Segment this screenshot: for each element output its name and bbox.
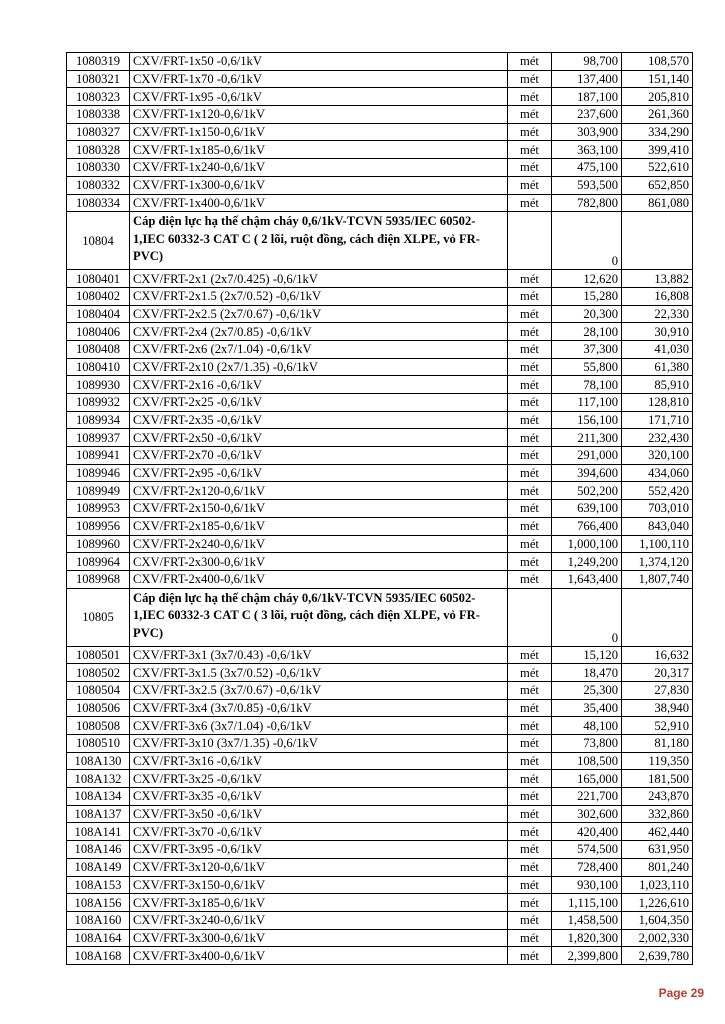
- unit-cell: mét: [508, 70, 552, 88]
- product-code-cell: 1080328: [67, 141, 130, 159]
- price-cell: 156,100: [552, 411, 622, 429]
- product-name-cell: CXV/FRT-2x185-0,6/1kV: [130, 517, 508, 535]
- product-code-cell: 108A132: [67, 770, 130, 788]
- product-name-cell: CXV/FRT-3x1.5 (3x7/0.52) -0,6/1kV: [130, 664, 508, 682]
- price-cell: 1,458,500: [552, 911, 622, 929]
- table-row: [67, 429, 693, 447]
- price-cell: 2,399,800: [552, 947, 622, 965]
- product-code-cell: 1080404: [67, 305, 130, 323]
- table-row: [67, 911, 693, 929]
- product-code-cell: 1089968: [67, 570, 130, 588]
- price-vat-cell: 334,290: [622, 123, 693, 141]
- price-cell: 48,100: [552, 717, 622, 735]
- unit-cell: mét: [508, 646, 552, 664]
- unit-cell: mét: [508, 841, 552, 859]
- product-code-cell: 1080506: [67, 699, 130, 717]
- unit-cell: mét: [508, 411, 552, 429]
- unit-cell: mét: [508, 752, 552, 770]
- price-cell: 1,000,100: [552, 535, 622, 553]
- product-code-cell: 1080332: [67, 176, 130, 194]
- product-name-cell: CXV/FRT-3x185-0,6/1kV: [130, 894, 508, 912]
- table-row: [67, 699, 693, 717]
- price-vat-cell: 434,060: [622, 464, 693, 482]
- unit-cell: [508, 588, 552, 646]
- price-cell: 766,400: [552, 517, 622, 535]
- table-row: [67, 894, 693, 912]
- unit-cell: mét: [508, 141, 552, 159]
- product-code-cell: 1089960: [67, 535, 130, 553]
- unit-cell: mét: [508, 358, 552, 376]
- price-cell: 98,700: [552, 53, 622, 71]
- product-name-cell: CXV/FRT-2x10 (2x7/1.35) -0,6/1kV: [130, 358, 508, 376]
- price-vat-cell: 2,639,780: [622, 947, 693, 965]
- price-vat-cell: 652,850: [622, 176, 693, 194]
- product-name-cell: CXV/FRT-2x2.5 (2x7/0.67) -0,6/1kV: [130, 305, 508, 323]
- price-cell: 211,300: [552, 429, 622, 447]
- price-cell: 15,280: [552, 287, 622, 305]
- unit-cell: mét: [508, 53, 552, 71]
- price-vat-cell: 205,810: [622, 88, 693, 106]
- table-row: [67, 570, 693, 588]
- product-code-cell: 1080323: [67, 88, 130, 106]
- table-row: [67, 735, 693, 753]
- table-row: [67, 305, 693, 323]
- price-vat-cell: 243,870: [622, 788, 693, 806]
- table-row: [67, 323, 693, 341]
- price-cell: 55,800: [552, 358, 622, 376]
- table-row: [67, 88, 693, 106]
- product-code-cell: 1080327: [67, 123, 130, 141]
- product-code-cell: 1080501: [67, 646, 130, 664]
- product-name-cell: CXV/FRT-3x300-0,6/1kV: [130, 929, 508, 947]
- product-name-cell: CXV/FRT-2x1.5 (2x7/0.52) -0,6/1kV: [130, 287, 508, 305]
- price-cell: 117,100: [552, 394, 622, 412]
- table-row: [67, 681, 693, 699]
- product-code-cell: 1089953: [67, 500, 130, 518]
- unit-cell: mét: [508, 805, 552, 823]
- price-vat-cell: 703,010: [622, 500, 693, 518]
- table-row: [67, 106, 693, 124]
- table-row: [67, 770, 693, 788]
- price-vat-cell: 399,410: [622, 141, 693, 159]
- price-vat-cell: 2,002,330: [622, 929, 693, 947]
- product-code-cell: 108A164: [67, 929, 130, 947]
- product-code-cell: 1080410: [67, 358, 130, 376]
- table-row: [67, 447, 693, 465]
- unit-cell: mét: [508, 500, 552, 518]
- table-row: [67, 411, 693, 429]
- table-row: [67, 876, 693, 894]
- page-number: Page 29: [658, 986, 704, 1000]
- product-name-cell: CXV/FRT-3x10 (3x7/1.35) -0,6/1kV: [130, 735, 508, 753]
- product-name-cell: CXV/FRT-2x240-0,6/1kV: [130, 535, 508, 553]
- price-vat-cell: 20,317: [622, 664, 693, 682]
- product-name-cell: CXV/FRT-2x4 (2x7/0.85) -0,6/1kV: [130, 323, 508, 341]
- unit-cell: mét: [508, 194, 552, 212]
- price-vat-cell: 522,610: [622, 159, 693, 177]
- product-name-cell: CXV/FRT-3x2.5 (3x7/0.67) -0,6/1kV: [130, 681, 508, 699]
- table-row: [67, 646, 693, 664]
- price-cell: 302,600: [552, 805, 622, 823]
- product-code-cell: 108A149: [67, 858, 130, 876]
- product-name-cell: CXV/FRT-3x240-0,6/1kV: [130, 911, 508, 929]
- unit-cell: mét: [508, 535, 552, 553]
- price-vat-cell: 1,100,110: [622, 535, 693, 553]
- price-vat-cell: 13,882: [622, 270, 693, 288]
- product-name-cell: CXV/FRT-3x50 -0,6/1kV: [130, 805, 508, 823]
- unit-cell: mét: [508, 664, 552, 682]
- product-code-cell: 1089930: [67, 376, 130, 394]
- price-vat-cell: 38,940: [622, 699, 693, 717]
- table-row: [67, 752, 693, 770]
- price-vat-cell: 22,330: [622, 305, 693, 323]
- price-cell: 73,800: [552, 735, 622, 753]
- price-cell: 502,200: [552, 482, 622, 500]
- unit-cell: mét: [508, 858, 552, 876]
- price-cell: 25,300: [552, 681, 622, 699]
- unit-cell: mét: [508, 929, 552, 947]
- price-cell: 137,400: [552, 70, 622, 88]
- table-row: [67, 805, 693, 823]
- table-row: [67, 123, 693, 141]
- product-code-cell: 1080502: [67, 664, 130, 682]
- product-code-cell: 1080401: [67, 270, 130, 288]
- product-name-cell: CXV/FRT-1x150-0,6/1kV: [130, 123, 508, 141]
- product-code-cell: 1089932: [67, 394, 130, 412]
- unit-cell: mét: [508, 517, 552, 535]
- unit-cell: mét: [508, 482, 552, 500]
- price-vat-cell: 1,023,110: [622, 876, 693, 894]
- product-code-cell: 1080321: [67, 70, 130, 88]
- price-cell: 420,400: [552, 823, 622, 841]
- price-cell: 18,470: [552, 664, 622, 682]
- unit-cell: mét: [508, 176, 552, 194]
- unit-cell: mét: [508, 88, 552, 106]
- price-cell: 187,100: [552, 88, 622, 106]
- price-vat-cell: 81,180: [622, 735, 693, 753]
- unit-cell: mét: [508, 106, 552, 124]
- product-code-cell: 1080334: [67, 194, 130, 212]
- table-row: [67, 517, 693, 535]
- table-row: [67, 53, 693, 71]
- table-row: [67, 159, 693, 177]
- product-code-cell: 108A160: [67, 911, 130, 929]
- product-code-cell: 108A141: [67, 823, 130, 841]
- price-cell: 28,100: [552, 323, 622, 341]
- price-vat-cell: [622, 212, 693, 270]
- product-code-cell: 10804: [67, 212, 130, 270]
- unit-cell: mét: [508, 947, 552, 965]
- table-row: [67, 482, 693, 500]
- price-vat-cell: 801,240: [622, 858, 693, 876]
- unit-cell: mét: [508, 340, 552, 358]
- product-code-cell: 1089949: [67, 482, 130, 500]
- price-vat-cell: 16,808: [622, 287, 693, 305]
- product-code-cell: 1080338: [67, 106, 130, 124]
- group-description-cell: Cáp điện lực hạ thế chậm cháy 0,6/1kV-TCVN 5935/IEC 60502-1,IEC 60332-3 CAT C ( 2 lõi, ruột đồng, cách điện XLPE, vỏ FR-PVC): [130, 212, 508, 270]
- unit-cell: mét: [508, 911, 552, 929]
- price-cell: 574,500: [552, 841, 622, 859]
- product-name-cell: CXV/FRT-2x16 -0,6/1kV: [130, 376, 508, 394]
- product-name-cell: CXV/FRT-2x70 -0,6/1kV: [130, 447, 508, 465]
- table-row: [67, 376, 693, 394]
- price-cell: 782,800: [552, 194, 622, 212]
- unit-cell: mét: [508, 788, 552, 806]
- unit-cell: mét: [508, 159, 552, 177]
- product-name-cell: CXV/FRT-1x70 -0,6/1kV: [130, 70, 508, 88]
- product-name-cell: CXV/FRT-2x6 (2x7/1.04) -0,6/1kV: [130, 340, 508, 358]
- product-name-cell: CXV/FRT-2x25 -0,6/1kV: [130, 394, 508, 412]
- price-cell: 291,000: [552, 447, 622, 465]
- product-code-cell: 1089934: [67, 411, 130, 429]
- table-row: [67, 858, 693, 876]
- price-vat-cell: 462,440: [622, 823, 693, 841]
- product-code-cell: 1089964: [67, 553, 130, 571]
- table-row: [67, 947, 693, 965]
- table-row: [67, 394, 693, 412]
- price-cell: 37,300: [552, 340, 622, 358]
- price-vat-cell: 128,810: [622, 394, 693, 412]
- price-vat-cell: 1,226,610: [622, 894, 693, 912]
- unit-cell: mét: [508, 770, 552, 788]
- group-description-cell: Cáp điện lực hạ thế chậm cháy 0,6/1kV-TCVN 5935/IEC 60502-1,IEC 60332-3 CAT C ( 3 lõi, ruột đồng, cách điện XLPE, vỏ FR-PVC): [130, 588, 508, 646]
- product-code-cell: 1080330: [67, 159, 130, 177]
- unit-cell: mét: [508, 447, 552, 465]
- unit-cell: mét: [508, 464, 552, 482]
- product-code-cell: 1089941: [67, 447, 130, 465]
- price-cell: 639,100: [552, 500, 622, 518]
- product-code-cell: 108A146: [67, 841, 130, 859]
- price-vat-cell: 85,910: [622, 376, 693, 394]
- unit-cell: mét: [508, 570, 552, 588]
- product-name-cell: CXV/FRT-2x95 -0,6/1kV: [130, 464, 508, 482]
- table-row: [67, 717, 693, 735]
- price-vat-cell: 171,710: [622, 411, 693, 429]
- price-cell: 930,100: [552, 876, 622, 894]
- price-cell: 593,500: [552, 176, 622, 194]
- table-row: [67, 535, 693, 553]
- unit-cell: mét: [508, 123, 552, 141]
- price-vat-cell: 552,420: [622, 482, 693, 500]
- table-row: [67, 464, 693, 482]
- unit-cell: mét: [508, 394, 552, 412]
- price-vat-cell: 1,807,740: [622, 570, 693, 588]
- product-code-cell: 1080510: [67, 735, 130, 753]
- price-vat-cell: 119,350: [622, 752, 693, 770]
- product-name-cell: CXV/FRT-1x185-0,6/1kV: [130, 141, 508, 159]
- unit-cell: mét: [508, 681, 552, 699]
- product-code-cell: 1080408: [67, 340, 130, 358]
- product-name-cell: CXV/FRT-3x6 (3x7/1.04) -0,6/1kV: [130, 717, 508, 735]
- price-cell: 237,600: [552, 106, 622, 124]
- price-vat-cell: 232,430: [622, 429, 693, 447]
- price-vat-cell: 861,080: [622, 194, 693, 212]
- unit-cell: mét: [508, 823, 552, 841]
- product-name-cell: CXV/FRT-3x4 (3x7/0.85) -0,6/1kV: [130, 699, 508, 717]
- product-code-cell: 1080406: [67, 323, 130, 341]
- product-name-cell: CXV/FRT-1x120-0,6/1kV: [130, 106, 508, 124]
- price-vat-cell: 27,830: [622, 681, 693, 699]
- product-name-cell: CXV/FRT-3x95 -0,6/1kV: [130, 841, 508, 859]
- price-cell: 1,249,200: [552, 553, 622, 571]
- table-row: [67, 788, 693, 806]
- price-vat-cell: 261,360: [622, 106, 693, 124]
- price-cell: 165,000: [552, 770, 622, 788]
- table-row: [67, 70, 693, 88]
- price-cell: 35,400: [552, 699, 622, 717]
- product-name-cell: CXV/FRT-3x150-0,6/1kV: [130, 876, 508, 894]
- table-row: [67, 194, 693, 212]
- price-vat-cell: 41,030: [622, 340, 693, 358]
- product-name-cell: CXV/FRT-1x400-0,6/1kV: [130, 194, 508, 212]
- price-cell: 15,120: [552, 646, 622, 664]
- price-cell: 363,100: [552, 141, 622, 159]
- price-vat-cell: 1,604,350: [622, 911, 693, 929]
- price-table-body: [67, 53, 693, 965]
- table-row: [67, 340, 693, 358]
- product-name-cell: CXV/FRT-2x150-0,6/1kV: [130, 500, 508, 518]
- price-vat-cell: 30,910: [622, 323, 693, 341]
- product-code-cell: 108A130: [67, 752, 130, 770]
- unit-cell: mét: [508, 553, 552, 571]
- price-vat-cell: 52,910: [622, 717, 693, 735]
- price-cell: 1,643,400: [552, 570, 622, 588]
- price-cell: 475,100: [552, 159, 622, 177]
- product-name-cell: CXV/FRT-2x120-0,6/1kV: [130, 482, 508, 500]
- product-name-cell: CXV/FRT-1x50 -0,6/1kV: [130, 53, 508, 71]
- unit-cell: mét: [508, 894, 552, 912]
- product-code-cell: 108A168: [67, 947, 130, 965]
- product-name-cell: CXV/FRT-2x400-0,6/1kV: [130, 570, 508, 588]
- price-cell: 728,400: [552, 858, 622, 876]
- product-name-cell: CXV/FRT-2x35 -0,6/1kV: [130, 411, 508, 429]
- product-code-cell: 10805: [67, 588, 130, 646]
- unit-cell: mét: [508, 270, 552, 288]
- price-vat-cell: 16,632: [622, 646, 693, 664]
- price-vat-cell: [622, 588, 693, 646]
- product-code-cell: 1089946: [67, 464, 130, 482]
- product-name-cell: CXV/FRT-3x70 -0,6/1kV: [130, 823, 508, 841]
- group-header-row: [67, 588, 693, 646]
- price-cell: 20,300: [552, 305, 622, 323]
- table-row: [67, 664, 693, 682]
- product-name-cell: CXV/FRT-3x35 -0,6/1kV: [130, 788, 508, 806]
- price-vat-cell: 181,500: [622, 770, 693, 788]
- price-vat-cell: 1,374,120: [622, 553, 693, 571]
- product-code-cell: 108A153: [67, 876, 130, 894]
- product-code-cell: 108A156: [67, 894, 130, 912]
- unit-cell: mét: [508, 376, 552, 394]
- product-code-cell: 1089956: [67, 517, 130, 535]
- price-cell: 221,700: [552, 788, 622, 806]
- table-row: [67, 287, 693, 305]
- product-name-cell: CXV/FRT-3x120-0,6/1kV: [130, 858, 508, 876]
- unit-cell: mét: [508, 876, 552, 894]
- product-code-cell: 1089937: [67, 429, 130, 447]
- product-code-cell: 108A137: [67, 805, 130, 823]
- table-row: [67, 823, 693, 841]
- product-name-cell: CXV/FRT-3x1 (3x7/0.43) -0,6/1kV: [130, 646, 508, 664]
- product-name-cell: CXV/FRT-1x95 -0,6/1kV: [130, 88, 508, 106]
- product-name-cell: CXV/FRT-2x1 (2x7/0.425) -0,6/1kV: [130, 270, 508, 288]
- price-vat-cell: 843,040: [622, 517, 693, 535]
- unit-cell: mét: [508, 323, 552, 341]
- product-code-cell: 1080504: [67, 681, 130, 699]
- unit-cell: mét: [508, 287, 552, 305]
- table-row: [67, 500, 693, 518]
- product-code-cell: 1080508: [67, 717, 130, 735]
- price-vat-cell: 108,570: [622, 53, 693, 71]
- unit-cell: mét: [508, 699, 552, 717]
- product-code-cell: 1080319: [67, 53, 130, 71]
- unit-cell: mét: [508, 429, 552, 447]
- price-cell: 394,600: [552, 464, 622, 482]
- product-code-cell: 1080402: [67, 287, 130, 305]
- price-cell: 0: [552, 588, 622, 646]
- product-name-cell: CXV/FRT-3x25 -0,6/1kV: [130, 770, 508, 788]
- table-row: [67, 841, 693, 859]
- table-row: [67, 358, 693, 376]
- unit-cell: mét: [508, 735, 552, 753]
- unit-cell: mét: [508, 717, 552, 735]
- price-vat-cell: 320,100: [622, 447, 693, 465]
- product-name-cell: CXV/FRT-1x240-0,6/1kV: [130, 159, 508, 177]
- product-code-cell: 108A134: [67, 788, 130, 806]
- price-cell: 1,115,100: [552, 894, 622, 912]
- price-cell: 1,820,300: [552, 929, 622, 947]
- product-name-cell: CXV/FRT-2x300-0,6/1kV: [130, 553, 508, 571]
- price-cell: 108,500: [552, 752, 622, 770]
- price-vat-cell: 631,950: [622, 841, 693, 859]
- price-table: [66, 52, 693, 965]
- product-name-cell: CXV/FRT-3x16 -0,6/1kV: [130, 752, 508, 770]
- price-vat-cell: 61,380: [622, 358, 693, 376]
- product-name-cell: CXV/FRT-1x300-0,6/1kV: [130, 176, 508, 194]
- price-cell: 12,620: [552, 270, 622, 288]
- table-row: [67, 929, 693, 947]
- group-header-row: [67, 212, 693, 270]
- price-cell: 78,100: [552, 376, 622, 394]
- product-name-cell: CXV/FRT-2x50 -0,6/1kV: [130, 429, 508, 447]
- product-name-cell: CXV/FRT-3x400-0,6/1kV: [130, 947, 508, 965]
- price-vat-cell: 332,860: [622, 805, 693, 823]
- price-vat-cell: 151,140: [622, 70, 693, 88]
- table-row: [67, 553, 693, 571]
- table-row: [67, 270, 693, 288]
- table-row: [67, 141, 693, 159]
- table-row: [67, 176, 693, 194]
- unit-cell: mét: [508, 305, 552, 323]
- price-cell: 0: [552, 212, 622, 270]
- price-cell: 303,900: [552, 123, 622, 141]
- unit-cell: [508, 212, 552, 270]
